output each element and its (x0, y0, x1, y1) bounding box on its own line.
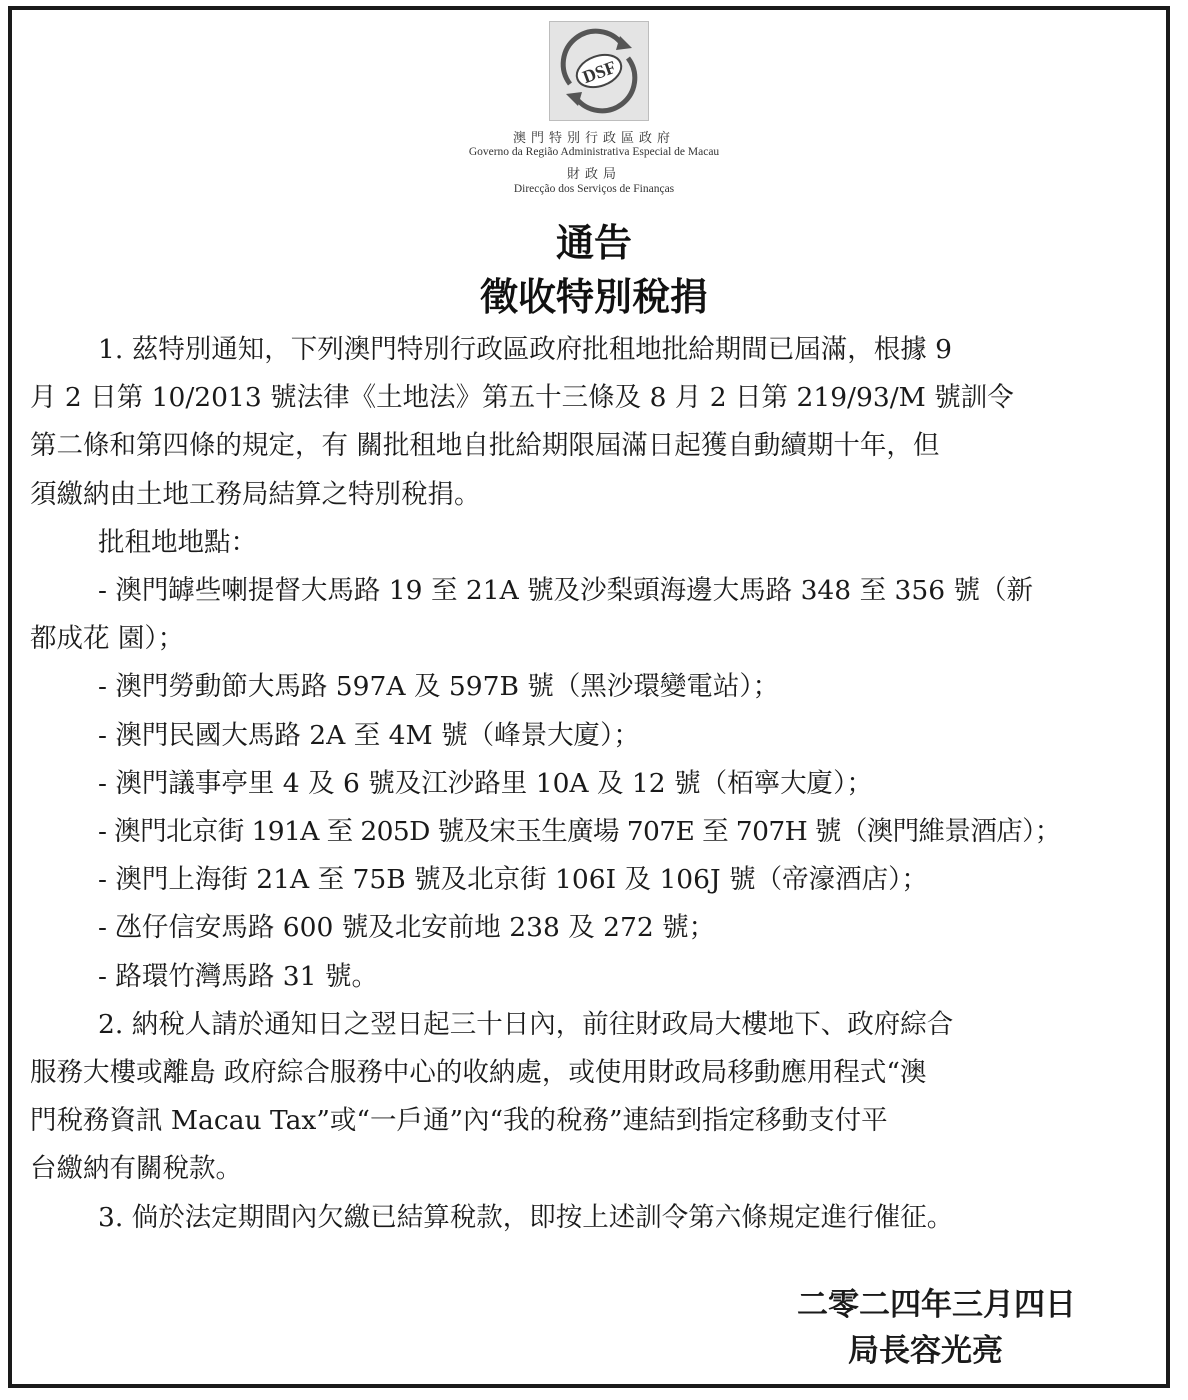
para2-line: 服務大樓或離島 政府綜合服務中心的收納處，或使用財政局移動應用程式“澳 (30, 1057, 927, 1089)
notice-date: 二零二四年三月四日 (797, 1287, 1076, 1323)
notice-title: 通告 (555, 220, 632, 265)
notice-body (30, 326, 1165, 1242)
para1-line: 第二條和第四條的規定，有 關批租地自批給期限屆滿日起獲自動續期十年，但 (30, 430, 940, 462)
dsf-logo-icon (550, 22, 648, 120)
location-item: - 澳門罅些喇提督大馬路 19 至 21A 號及沙梨頭海邊大馬路 348 至 356 號（新 (98, 575, 1034, 607)
para2-line: 台繳納有關稅款。 (30, 1153, 242, 1185)
department-name-pt: Direcção dos Serviços de Finanças (513, 183, 675, 195)
government-name-pt: Governo da Região Administrativa Especial de Macau (468, 146, 720, 158)
location-item: - 澳門勞動節大馬路 597A 及 597B 號（黑沙環變電站）； (98, 671, 780, 703)
logo-text: DSF (579, 56, 619, 88)
location-item: - 澳門上海街 21A 至 75B 號及北京街 106I 及 106J 號（帝濠酒店）； (98, 864, 928, 896)
location-item: - 澳門議事亭里 4 及 6 號及江沙路里 10A 及 12 號（栢寧大廈）； (98, 767, 873, 799)
dsf-logo (549, 21, 649, 121)
para1-line: 須繳納由土地工務局結算之特別稅捐。 (30, 478, 481, 510)
para3: 3. 倘於法定期間內欠繳已結算稅款，即按上述訓令第六條規定進行催征。 (98, 1201, 954, 1233)
location-item-continued: 都成花 園）； (30, 623, 185, 655)
government-name-zh: 澳門特別行政區政府 (512, 131, 675, 146)
para2-line: 門稅務資訊 Macau Tax”或“一戶通”內“我的稅務”連結到指定移動支付平 (30, 1105, 888, 1137)
location-item: - 氹仔信安馬路 600 號及北安前地 238 及 272 號； (98, 912, 716, 944)
location-item: - 澳門民國大馬路 2A 至 4M 號（峰景大廈）； (98, 719, 640, 751)
para1-line: 1. 茲特別通知，下列澳門特別行政區政府批租地批給期間已屆滿，根據 9 (98, 334, 952, 365)
notice-subtitle: 徵收特別稅捐 (479, 274, 708, 319)
department-name-zh: 財政局 (566, 167, 621, 182)
para2-line: 2. 納稅人請於通知日之翌日起三十日內，前往財政局大樓地下、政府綜合 (98, 1008, 954, 1040)
para1-line: 月 2 日第 10/2013 號法律《土地法》第五十三條及 8 月 2 日第 219/93/M 號訓令 (30, 382, 1014, 414)
signer-name: 局長容光亮 (848, 1333, 1003, 1369)
location-item: - 澳門北京街 191A 至 205D 號及宋玉生廣場 707E 至 707H 號（澳門維景酒店）； (98, 816, 1061, 848)
location-item: - 路環竹灣馬路 31 號。 (98, 960, 378, 992)
locations-label: 批租地地點： (98, 526, 257, 558)
